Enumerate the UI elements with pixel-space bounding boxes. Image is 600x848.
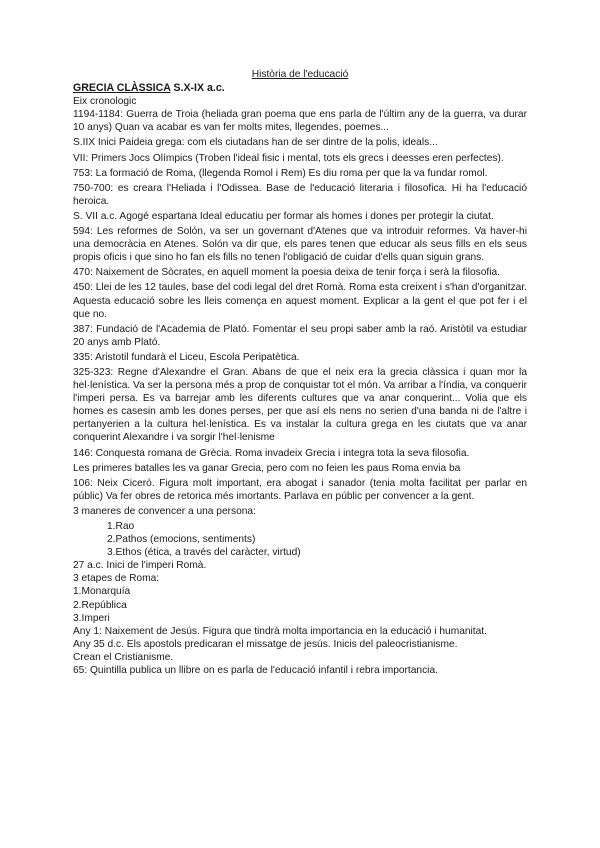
list-item: 3.Imperi <box>73 612 110 624</box>
paragraph: 106: Neix Ciceró. Figura molt important, era abogat i sanador (tenia molta facilitat per parlar en públic) Va fer obres de retorica més imortants. Parlava en públic per convencer a la gent. <box>73 477 527 502</box>
list-item: 1.Rao <box>107 521 135 532</box>
paragraph: 594: Les reformes de Solón, va ser un governant d'Atenes que va introduir reformes. Va haver-hi una democràcia en Atenes. Solón va dir que, els pares tenen que educar als seus fills en els seus propis oficis i que sino ho fan els fills no tenen l'obligació de cuidar d'ells quan siguin grans. <box>73 226 527 264</box>
eix-label: Eix cronologic <box>73 96 137 108</box>
paragraph: Crean el Cristianisme. <box>73 651 174 663</box>
paragraph: Any 35 d.c. Els apostols predicaran el missatge de jesús. Inicis del paleocristianisme. <box>73 638 458 650</box>
section-heading-underlined: GRECIA CLÀSSICA <box>73 82 171 95</box>
paragraph: 753: La formació de Roma, (llegenda Romol i Rem) Es diu roma per que la va fundar romol. <box>73 167 488 179</box>
paragraph: 470: Naixement de Sòcrates, en aquell moment la poesia deixa de tenir força i serà la filosofia. <box>73 267 500 279</box>
paragraph: 3 etapes de Roma: <box>73 573 160 585</box>
paragraph: 450: Llei de les 12 taules, base del codi legal del dret Romà. Roma esta creixent i s'han d'organitzar. Aquesta educació sobre les lleis comença en aquest moment. Explicar a la gent el que pot fer i el que no. <box>73 282 527 320</box>
paragraph: 325-323: Regne d'Alexandre el Gran. Abans de que el neix era la grecia clàssica i quan mor la hel·lenística. Va ser la persona més a prop de conquistar tot el món. Va arribar a l'índia, va conquerir l'imperi persa. Es va barrejar amb les diferents cultures que va anar conquerint... Volia que els homes es casesin amb les dones perses, per que así els nens no serien d'una banda ni de l'altre i pertanyerien a la cultura hel·lenística. Es va instalar la cultura grega en les ciutats que va anar conquerint Alexandre i va sorgir l'hel·lenisme <box>73 366 527 444</box>
paragraph: 65: Quintilla publica un llibre on es parla de l'educació infantil i rebra importancia. <box>73 665 438 677</box>
list-item: 2.Pathos (emocions, sentiments) <box>107 534 256 546</box>
document-title: Història de l'educació <box>251 69 349 80</box>
paragraph: S.IIX Inici Paideia grega: com els ciutadans han de ser dintre de la polis, ideals... <box>73 137 438 149</box>
paragraph: 387: Fundació de l'Academia de Plató. Fomentar el seu propi saber amb la raó. Aristòtil va estudiar 20 anys amb Plató. <box>73 323 527 348</box>
paragraph: 146: Conquesta romana de Grècia. Roma invadeix Grecia i integra tota la seva filosofia. <box>73 447 470 459</box>
paragraph: S. VII a.c. Agogé espartana Ideal educatiu per formar als homes i dones per protegir la ciutat. <box>73 210 494 222</box>
section-heading-rest: S.X-IX a.c. <box>170 82 225 95</box>
paragraph: Les primeres batalles les va ganar Grecia, pero com no feien les paus Roma envia ba <box>73 462 461 474</box>
paragraph: 750-700: es creara l'Heliada i l'Odissea. Base de l'educació literaria i filosofica. Hi ha l'educació heroica. <box>73 182 527 207</box>
paragraph: 1194-1184: Guerra de Troia (heliada gran poema que ens parla de l'últim any de la guerra, va durar 10 anys) Quan va acabar es van fer molts mites, llegendes, poemes... <box>73 109 527 134</box>
paragraph: Any 1: Naixement de Jesús. Figura que tindrà molta importancia en la educació i humanitat. <box>73 625 487 637</box>
paragraph: 335: Aristotil fundarà el Liceu, Escola Peripatètica. <box>73 351 300 363</box>
list-item: 2.República <box>73 599 127 611</box>
document-page <box>73 68 527 677</box>
list-item: 1.Monarquía <box>73 586 131 598</box>
list-item: 3.Ethos (ética, a través del caràcter, virtud) <box>107 547 301 559</box>
paragraph: 27 a.c. Inici de l'imperi Romà. <box>73 560 207 572</box>
section-heading <box>73 82 527 95</box>
paragraph: 3 maneres de convencer a una persona: <box>73 505 256 517</box>
paragraph: VII: Primers Jocs Olímpics (Troben l'ideal fisic i mental, tots els grecs i deesses eren perfectes). <box>73 152 504 164</box>
